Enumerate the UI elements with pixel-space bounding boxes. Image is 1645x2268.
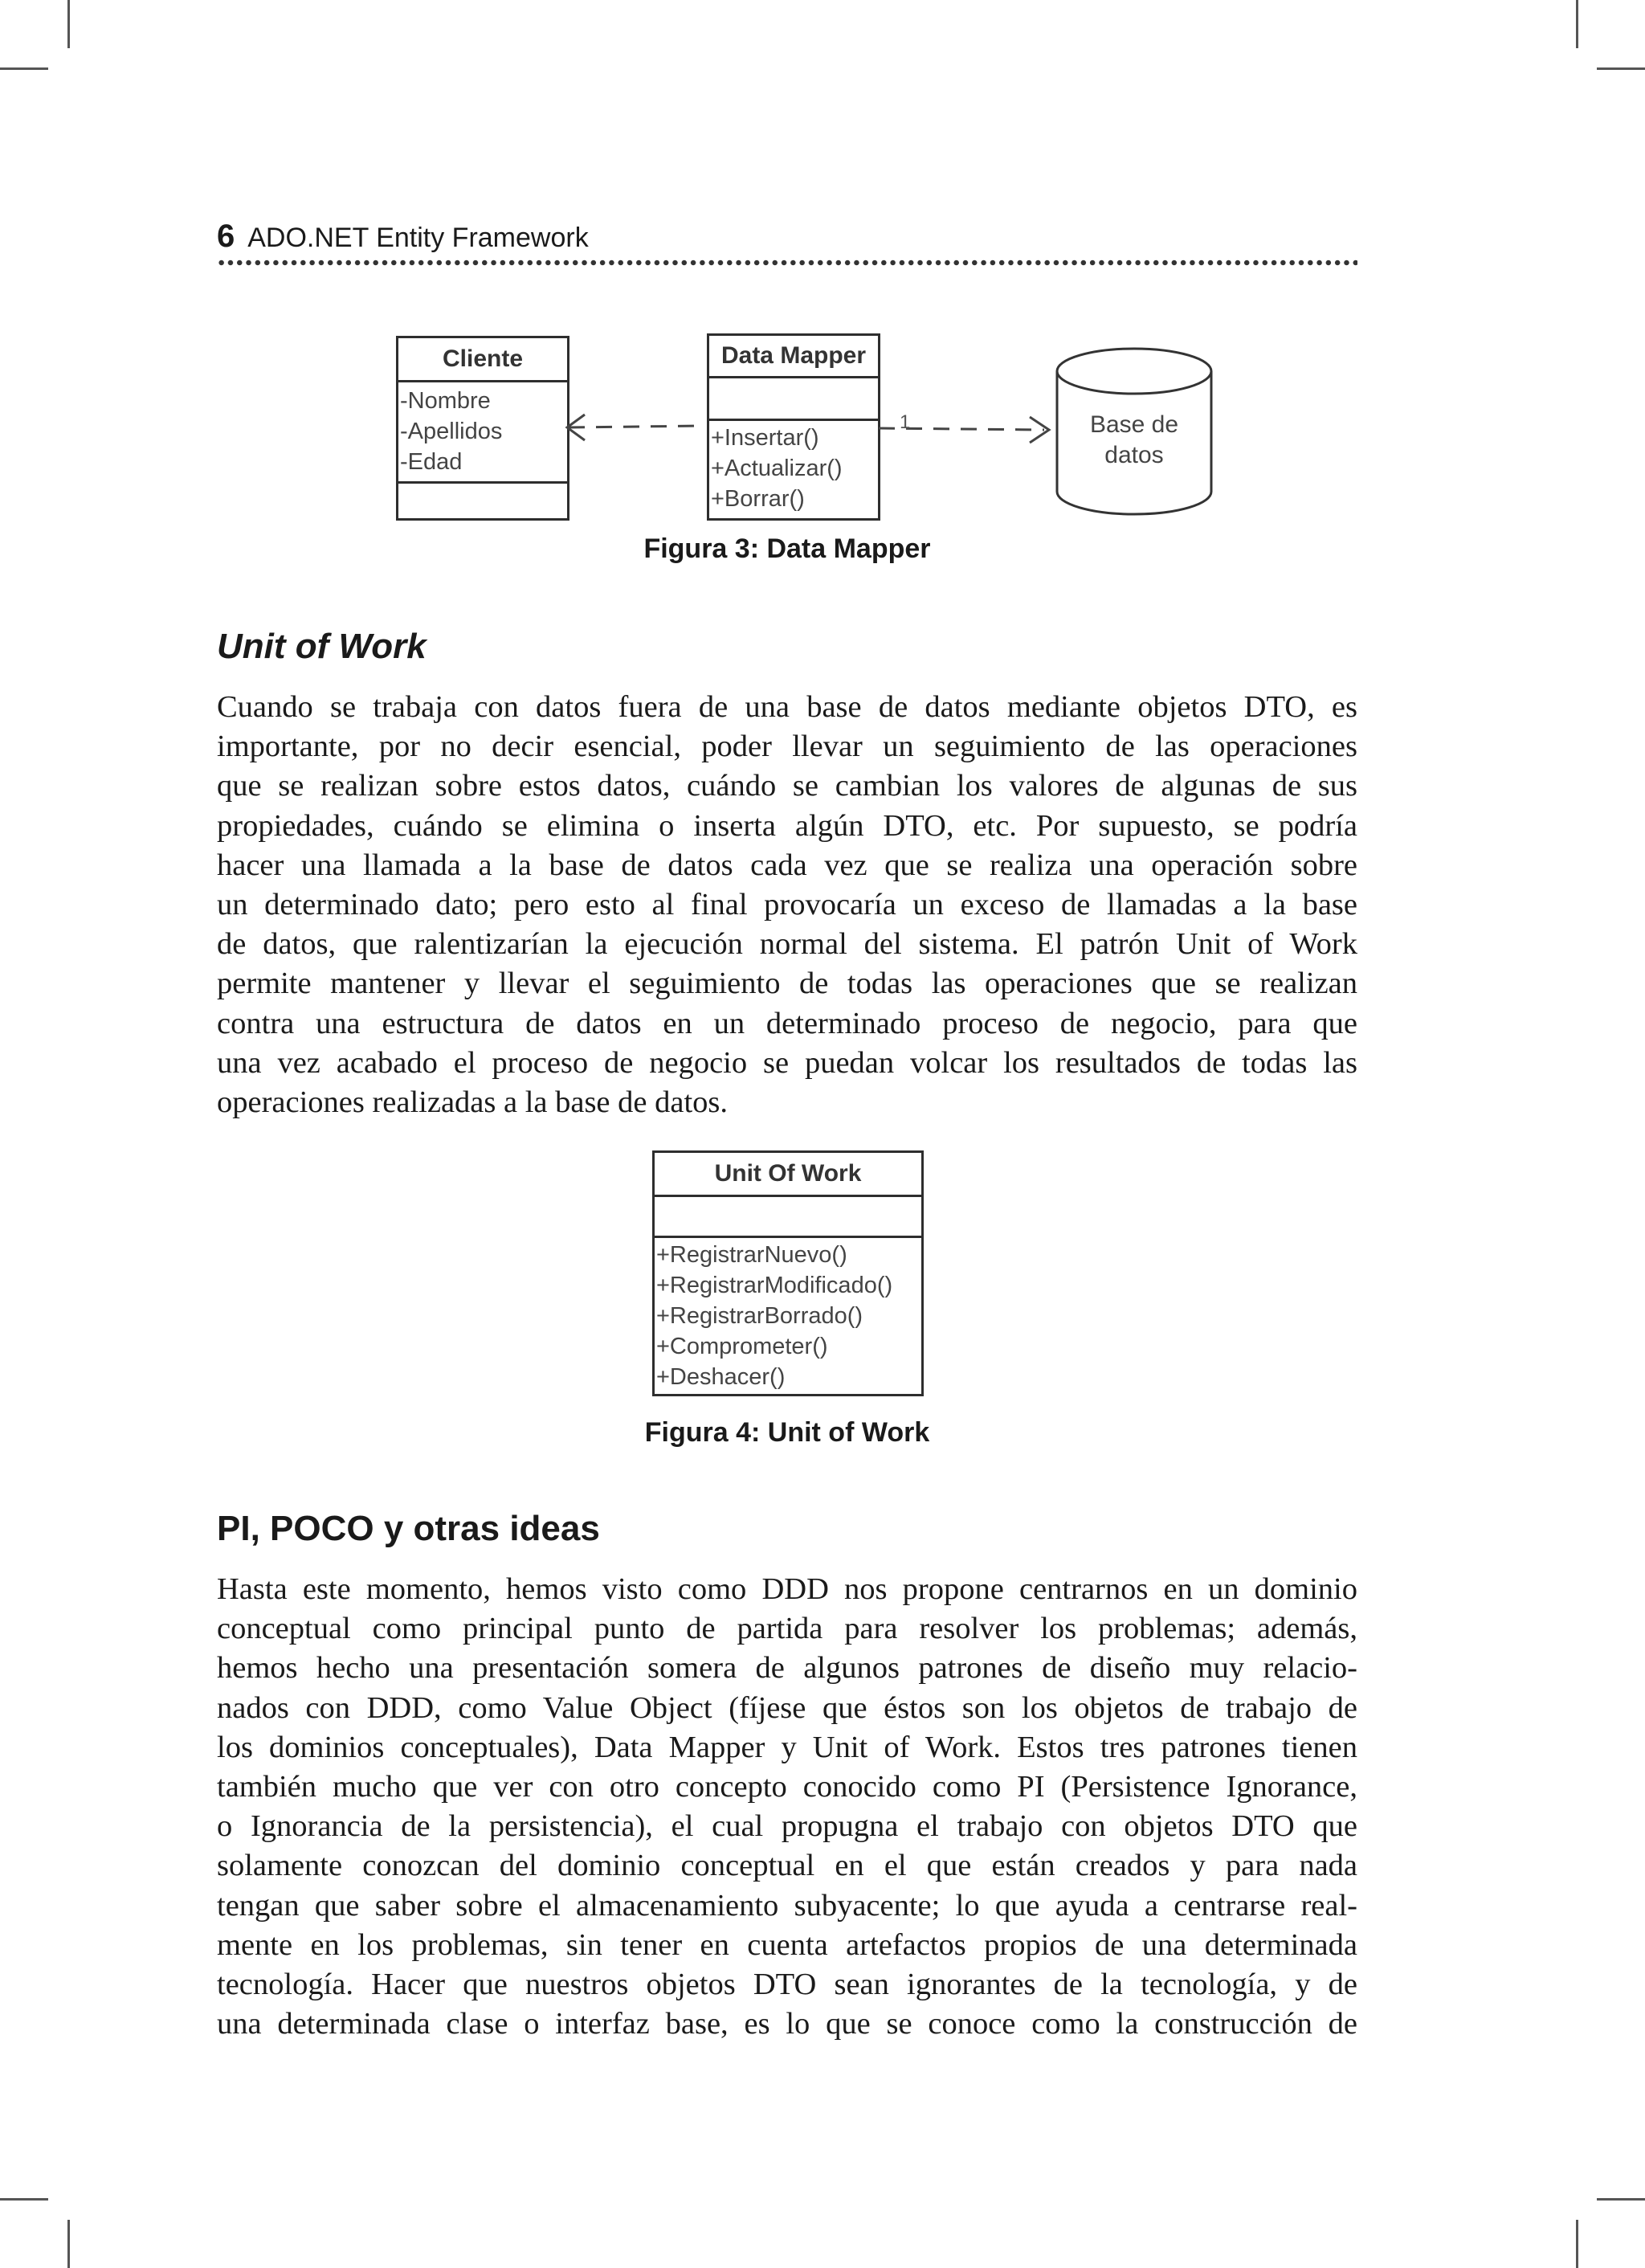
page-number: 6 [217, 219, 235, 254]
dependency-arrow-line [569, 426, 705, 427]
unit-of-work-attributes [655, 1197, 921, 1238]
paragraph-line: tengan que saber sobre el almacenamiento subyacente; lo que ayuda a centrarse real- [217, 1888, 1357, 1923]
database-label [1057, 410, 1211, 471]
paragraph-line: Hasta este momento, hemos visto como DDD nos propone centrarnos en un dominio [217, 1572, 1357, 1606]
paragraph-line: operaciones realizadas a la base de datos. [217, 1085, 729, 1119]
pi-poco-paragraph [217, 1570, 1357, 2044]
unit-of-work-class-box [652, 1150, 924, 1396]
paragraph-line: los dominios conceptuales), Data Mapper y Unit of Work. Estos tres patrones tienen [217, 1730, 1357, 1764]
unit-of-work-method: +RegistrarModificado() [656, 1273, 893, 1298]
paragraph-line: hemos hecho una presentación somera de algunos patrones de diseño muy relacio- [217, 1651, 1357, 1686]
figure3-caption: Figura 3: Data Mapper [643, 533, 931, 564]
paragraph-line: que se realizan sobre estos datos, cuándo se cambian los valores de algunas de sus [217, 769, 1357, 803]
database-label-line: datos [1104, 442, 1164, 468]
crop-mark [67, 2220, 70, 2268]
paragraph-line: hacer una llamada a la base de datos cada vez que se realiza una operación sobre [217, 848, 1357, 882]
cliente-class-title: Cliente [398, 338, 567, 382]
paragraph-line: importante, por no decir esencial, poder llevar un seguimiento de las operaciones [217, 729, 1357, 764]
data-mapper-method: +Insertar() [711, 425, 819, 451]
running-title: ADO.NET Entity Framework [247, 223, 589, 253]
paragraph-line: Cuando se trabaja con datos fuera de una base de datos mediante objetos DTO, es [217, 690, 1357, 724]
paragraph-line: una determinada clase o interfaz base, es lo que se conoce como la construcción de [217, 2007, 1357, 2041]
cliente-attribute: -Edad [400, 449, 463, 475]
paragraph-line: propiedades, cuándo se elimina o inserta algún DTO, etc. Por supuesto, se podría [217, 808, 1357, 843]
paragraph-line: permite mantener y llevar el seguimiento de todas las operaciones que se realizan [217, 966, 1357, 1001]
unit-of-work-class-title: Unit Of Work [655, 1153, 921, 1197]
paragraph-line: también mucho que ver con otro concepto conocido como PI (Persistence Ignorance, [217, 1769, 1357, 1804]
paragraph-line: solamente conozcan del dominio conceptual en el que están creados y para nada [217, 1849, 1357, 1883]
paragraph-line: contra una estructura de datos en un determinado proceso de negocio, para que [217, 1006, 1357, 1040]
unit-of-work-method: +RegistrarNuevo() [656, 1242, 847, 1268]
paragraph-line: conceptual como principal punto de partida para resolver los problemas; además, [217, 1612, 1357, 1646]
crop-mark [1576, 2220, 1578, 2268]
paragraph-line: nados con DDD, como Value Object (fíjese que éstos son los objetos de trabajo de [217, 1690, 1357, 1725]
unit-of-work-methods [655, 1238, 921, 1392]
data-mapper-method: +Actualizar() [711, 456, 843, 481]
data-mapper-method: +Borrar() [711, 486, 805, 512]
section-heading-unit-of-work: Unit of Work [217, 627, 427, 666]
cliente-attribute: -Apellidos [400, 419, 503, 444]
paragraph-line: un determinado dato; pero esto al final provocaría un exceso de llamadas a la base [217, 887, 1357, 922]
crop-mark [0, 2198, 48, 2201]
database-label-line: Base de [1089, 411, 1179, 438]
unit-of-work-method: +Deshacer() [656, 1364, 786, 1390]
unit-of-work-paragraph [217, 688, 1357, 1122]
multiplicity-label: 1 [900, 411, 911, 433]
arrow-head-icon [1030, 417, 1049, 443]
cliente-attribute: -Nombre [400, 388, 491, 414]
paragraph-line: mente en los problemas, sin tener en cuenta artefactos propios de una determinada [217, 1927, 1357, 1962]
figure4-caption: Figura 4: Unit of Work [644, 1417, 930, 1448]
unit-of-work-method: +Comprometer() [656, 1334, 828, 1359]
paragraph-line: tecnología. Hacer que nuestros objetos DTO sean ignorantes de la tecnología, y de [217, 1967, 1357, 2001]
paragraph-line: o Ignorancia de la persistencia), el cual propugna el trabajo con objetos DTO que [217, 1809, 1357, 1844]
paragraph-line: de datos, que ralentizarían la ejecución normal del sistema. El patrón Unit of Work [217, 927, 1357, 962]
unit-of-work-method: +RegistrarBorrado() [656, 1303, 863, 1329]
section-heading-pi-poco: PI, POCO y otras ideas [217, 1509, 600, 1548]
figure3-connectors [0, 0, 1645, 578]
database-cylinder-top [1057, 349, 1211, 394]
data-mapper-class-title: Data Mapper [709, 336, 878, 378]
paragraph-line: una vez acabado el proceso de negocio se puedan volcar los resultados de todas las [217, 1045, 1357, 1080]
crop-mark [1597, 2198, 1645, 2201]
